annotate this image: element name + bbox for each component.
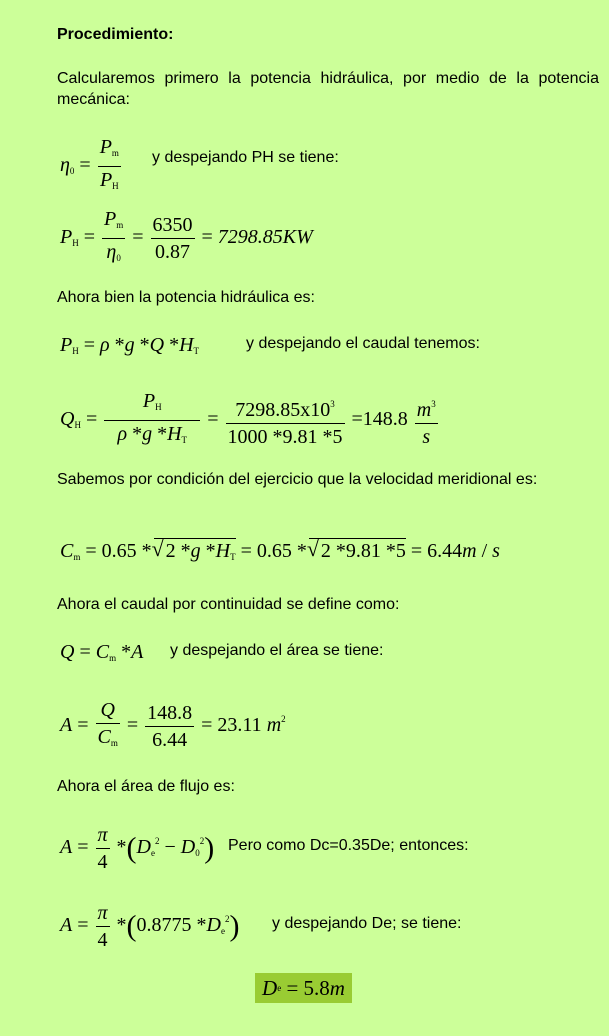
eq8-text: Pero como Dc=0.35De; entonces: xyxy=(228,837,469,854)
eq2-numerator: 6350 xyxy=(151,212,195,239)
final-result-box: D e = 5.8 m xyxy=(255,973,352,1003)
velocity-paragraph: Sabemos por condición del ejercicio que la velocidad meridional es: xyxy=(57,471,538,488)
eq2-denominator: 0.87 xyxy=(155,241,191,263)
continuity-text: Ahora el caudal por continuidad se define como: xyxy=(57,596,400,613)
eq4-denominator: 1000 *9.81 *5 xyxy=(227,426,343,448)
area-equation: A = $\frac{Q}{C_m}$ = $\frac{148.8}{6.44}$ = 23.11 $m^2$ xyxy=(60,699,286,751)
hydraulic-power-equation: $P_H$ = $\frac{P_m}{\eta_0}$ = $\frac{6350}{0.87}$ = 7298.85KW xyxy=(60,208,313,263)
eq4-result: 148.8 xyxy=(362,408,408,431)
eq9-text: y despejando De; se tiene: xyxy=(272,915,462,932)
eq9-coef: 0.8775 xyxy=(136,914,192,937)
velocity-equation: $C_m = 0.65$ *√ 2 *g $*H_T = 0.65$ *√ 2 *9.81 *5 = 6.44m / s xyxy=(60,538,500,569)
eq4-numerator: 7298.85x10 xyxy=(235,399,331,421)
eq2-result: 7298.85KW xyxy=(217,226,313,249)
eq5-inner: √ 2 *9.81 *5 xyxy=(309,538,406,563)
eq5-result: 6.44 xyxy=(427,540,463,562)
eq3-text: y despejando el caudal tenemos: xyxy=(246,335,480,352)
power-text: Ahora bien la potencia hidráulica es: xyxy=(57,289,315,306)
simplified-area-equation: A = $\frac{\pi}{4}$ *(0.8775 $*D_e^2$) xyxy=(60,902,240,951)
flow-equation: $Q_H$ = $\frac{P_H}{\rho *g *H_T}$ = $\frac{7298.85x10^3}{1000 *9.81 *5}$ =148.8 $\frac{m^3}{s}$ xyxy=(60,390,436,448)
intro-paragraph: Calcularemos primero la potencia hidráulica, por medio de la potencia mecánica: xyxy=(57,70,599,108)
eq1-text: y despejando PH se tiene: xyxy=(152,149,339,166)
power-formula: $P_H = \rho$ *g *Q $*H_T$ xyxy=(60,334,200,356)
eq7-numerator: 148.8 xyxy=(145,700,194,727)
flow-area-equation: A = $\frac{\pi}{4}$ $*(D_e^2 - D_0^2)$ xyxy=(60,824,215,873)
final-result-value: 5.8 xyxy=(303,975,330,1000)
eq5-coef-a: 0.65 xyxy=(101,540,137,562)
eq7-denominator: 6.44 xyxy=(152,729,188,751)
area-text: Ahora el área de flujo es: xyxy=(57,778,235,795)
eq5-coef-b: 0.65 xyxy=(256,540,292,562)
continuity-equation: $Q = C_m$ *A xyxy=(60,641,144,663)
efficiency-equation: $\eta_0$ = $\frac{P_m}{P_H}$ xyxy=(60,136,119,191)
eq7-result: 23.11 xyxy=(217,714,262,737)
eq6-text: y despejando el área se tiene: xyxy=(170,642,384,659)
heading: Procedimiento: xyxy=(57,26,174,43)
